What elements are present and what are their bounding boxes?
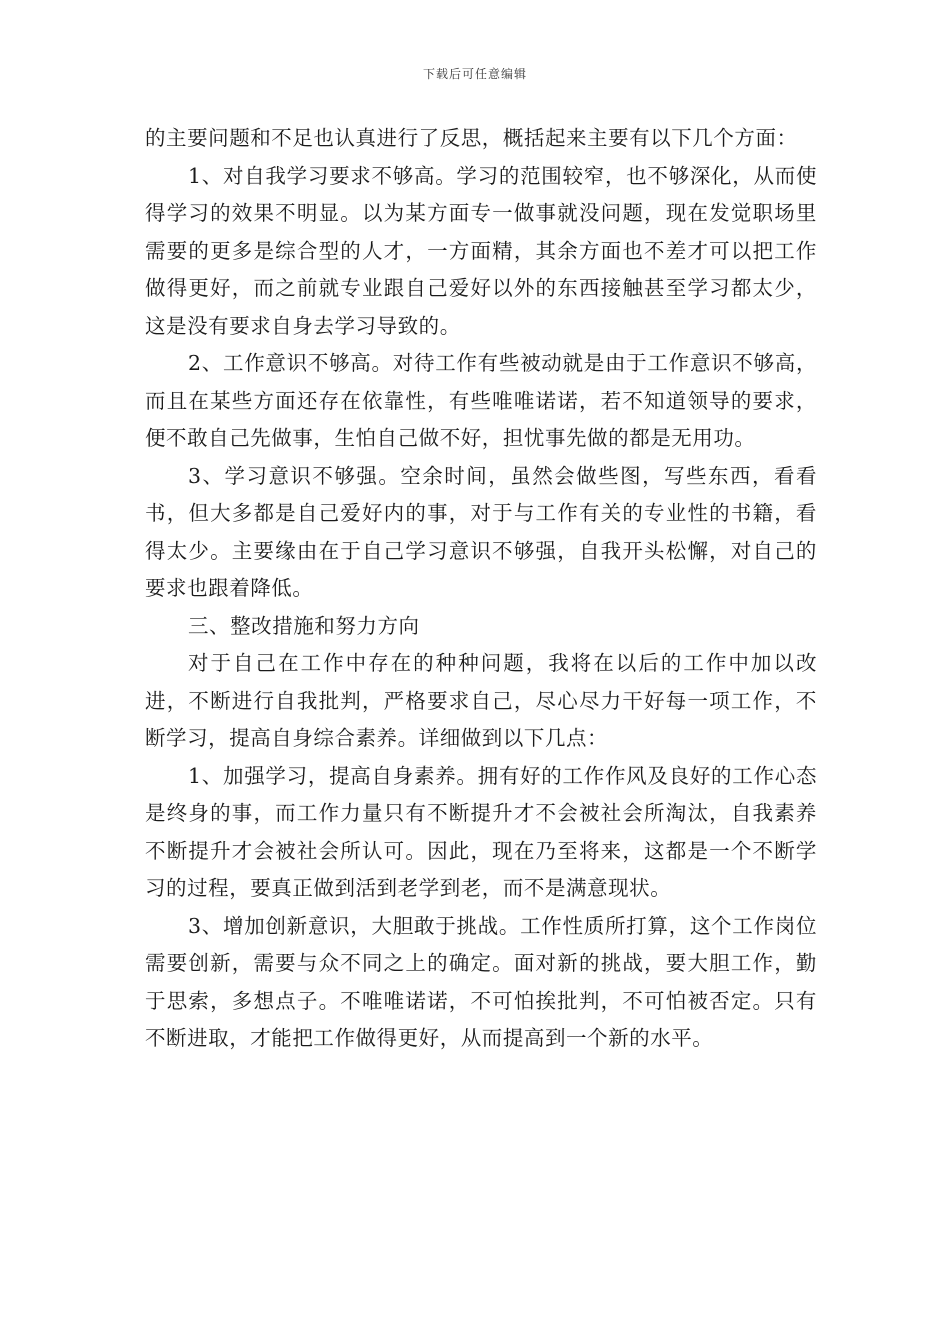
paragraph-measure-3: 3、增加创新意识，大胆敢于挑战。工作性质所打算，这个工作岗位需要创新，需要与众不同之上的确定。面对新的挑战，要大胆工作，勤于思索，多想点子。不唯唯诺诺，不可怕挨批判，不可怕被否定。只有不断进取，才能把工作做得更好，从而提高到一个新的水平。 — [145, 913, 817, 1050]
paragraph-measure-1: 1、加强学习，提高自身素养。拥有好的工作作风及良好的工作心态是终身的事，而工作力量只有不断提升才不会被社会所淘汰，自我素养不断提升才会被社会所认可。因此，现在乃至将来，这都是一个不断学习的过程，要真正做到活到老学到老，而不是满意现状。 — [145, 763, 817, 900]
paragraph-problem-3: 3、学习意识不够强。空余时间，虽然会做些图，写些东西，看看书，但大多都是自己爱好内的事，对于与工作有关的专业性的书籍，看得太少。主要缘由在于自己学习意识不够强，自我开头松懈，对自己的要求也跟着降低。 — [145, 463, 817, 600]
section-heading-measures: 三、整改措施和努力方向 — [188, 613, 420, 638]
paragraph-problems-intro: 的主要问题和不足也认真进行了反思，概括起来主要有以下几个方面： — [145, 126, 798, 150]
page-header: 下载后可任意编辑 — [422, 67, 527, 81]
paragraph-measures-intro: 对于自己在工作中存在的种种问题，我将在以后的工作中加以改进，不断进行自我批判，严格要求自己，尽心尽力干好每一项工作，不断学习，提高自身综合素养。详细做到以下几点： — [145, 651, 817, 750]
document-body — [145, 120, 817, 1058]
paragraph-problem-2: 2、工作意识不够高。对待工作有些被动就是由于工作意识不够高，而且在某些方面还存在依靠性，有些唯唯诺诺，若不知道领导的要求，便不敢自己先做事，生怕自己做不好，担忧事先做的都是无用功。 — [145, 351, 817, 450]
paragraph-problem-1: 1、对自我学习要求不够高。学习的范围较窄，也不够深化，从而使得学习的效果不明显。以为某方面专一做事就没问题，现在发觉职场里需要的更多是综合型的人才，一方面精，其余方面也不差才可以把工作做得更好，而之前就专业跟自己爱好以外的东西接触甚至学习都太少，这是没有要求自身去学习导致的。 — [145, 163, 817, 338]
